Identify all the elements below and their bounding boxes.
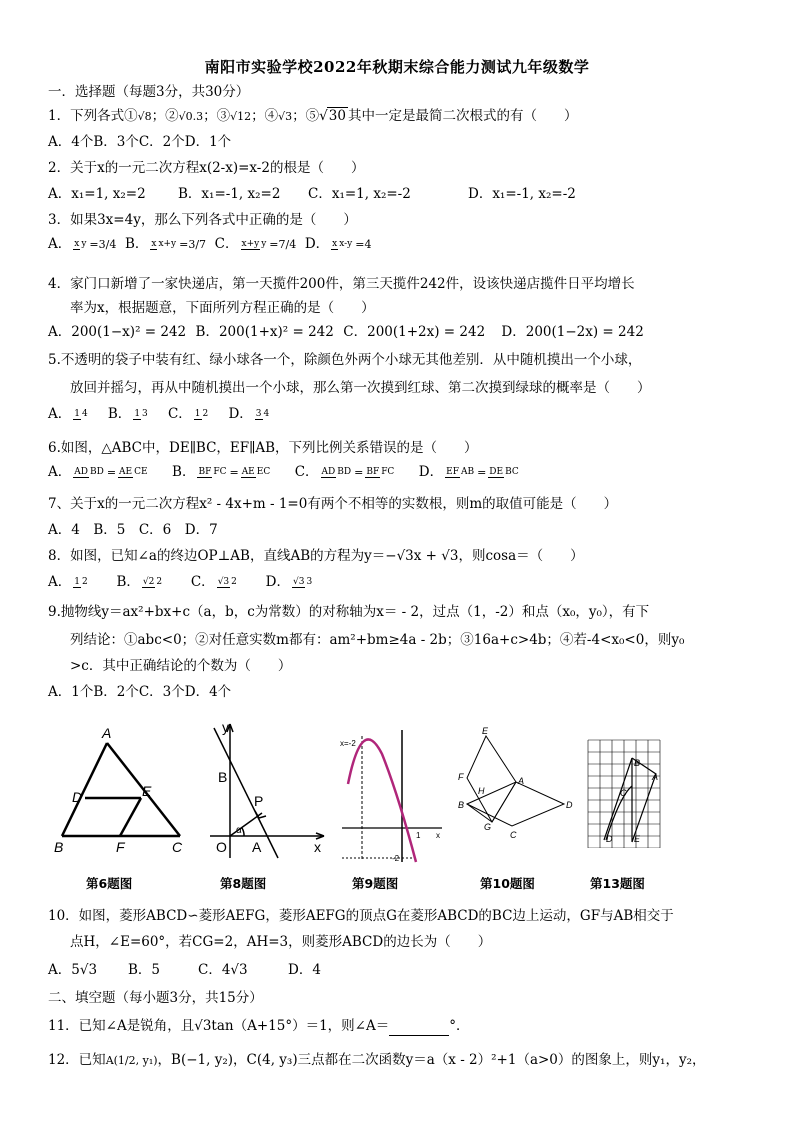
q3-value-d: =4 [355,238,372,251]
q1-text: 1．下列各式① [48,108,138,124]
q5-options [48,404,272,424]
q3-frac-b: x x+y [151,238,177,249]
q6-option-a: A． [48,464,72,480]
q4-eq-c: 200(1+2x) = 242 [367,324,486,340]
question-10-cont: 点H，∠E=60°，若CG=2，AH=3，则菱形ABCD的边长为（ ） [70,934,492,950]
q5-frac-a: 1 4 [74,408,88,419]
q1-radical-2: √0.3 [178,110,204,123]
q3-value-b: =3/7 [179,238,207,251]
q5-option-a: A． [48,406,72,422]
figure-13 [586,736,666,848]
fig8-label: α [236,825,242,836]
fig10-label: A [518,776,525,786]
fig13-label: D [606,834,613,844]
q1-text: ；③ [203,108,231,124]
fig8-label: y [222,719,229,735]
q6-option-c: C． [294,464,319,480]
fig10-label: C [510,830,517,840]
q3-option-d: D． [304,236,330,252]
q4-eq-a: 200(1−x)² = 242 [71,324,187,340]
section-heading: 二、填空题（每小题3分，共15分） [48,990,263,1006]
fig8-label: P [254,793,264,809]
figure-8 [200,718,330,863]
q4-eq-b: 200(1+x)² = 242 [218,324,334,340]
q6-option-d: D． [418,464,444,480]
fig6-label: D [72,789,83,805]
q1-radical-4: √3 [278,110,293,123]
figure-9 [338,724,448,864]
fig10-label: H [478,786,485,796]
q1-options: A．4个B．3个C．2个D．1个 [48,134,232,150]
fig9-label: x [436,831,440,840]
q2-option-a: A．x₁=1, x₂=2 [48,186,146,202]
q11-text: °． [449,1018,470,1034]
q7-options: A．4 B．5 C．6 D．7 [48,522,218,538]
q3-value-c: =7/4 [269,238,297,251]
q1-text: ；② [151,108,179,124]
q3-option-c: C． [214,236,239,252]
q8-option-d: D． [265,574,290,590]
figure-6 [50,718,190,858]
fig9-label: 1 [416,831,421,840]
question-10: 10．如图，菱形ABCD∽菱形AEFG，菱形AEFG的顶点G在菱形ABCD的BC边上运动，GF与AB相交于 [48,908,674,924]
q2-option-d: D．x₁=-1, x₂=-2 [468,186,576,202]
q3-options [48,234,371,255]
q8-options: A． 1 2 B． √2 2 C． √3 2 D． √3 3 [48,574,313,590]
question-4-cont: 率为x，根据题意，下面所列方程正确的是（ ） [70,300,375,316]
section-heading: 一．选择题（每题3分，共30分） [48,84,250,100]
q6-options: A． AD BD = AE CE B． BF FC = AE EC C． AD BD = BF FC D． EF AB = DE BC [48,464,519,480]
q12-end: ， [692,1052,706,1068]
fig13-label: A [652,772,659,782]
fig6-label: A [102,725,112,741]
question-8 [48,546,584,566]
q8-equation: −√3x + √3 [385,548,459,564]
fig10-label: B [458,800,465,810]
q5-frac-b: 1 3 [134,408,148,419]
q3-frac-c: x+y y [241,238,267,249]
q12-point-c: C(4, y₃) [246,1052,298,1068]
q4-option-d: D． [501,324,526,340]
question-3: 3．如果3x=4y，那么下列各式中正确的是（ ） [48,212,357,228]
fig6-label: E [142,783,152,799]
q5-frac-d: 3 4 [255,408,270,419]
q2-option-b: B．x₁=-1, x₂=2 [178,186,281,202]
q12-point-a: A(1/2, y₁) [105,1054,158,1067]
caption-fig10: 第10题图 [480,876,535,891]
fig9-label: -2 [392,854,400,863]
q5-option-b: B． [107,406,132,422]
caption-fig6: 第6题图 [86,876,133,891]
fig13-label: E [634,834,641,844]
question-5-cont: 放回并摇匀，再从中随机摸出一个小球，那么第一次摸到红球、第二次摸到绿球的概率是（ ） [70,380,651,396]
caption-fig8: 第8题图 [220,876,267,891]
q8-option-c: C． [190,574,215,590]
page-title: 南阳市实验学校2022年秋期末综合能力测试九年级数学 [204,58,590,76]
fig10-label: G [484,822,492,832]
fig6-label: F [116,839,125,855]
q5-option-d: D． [228,406,253,422]
q4-eq-d: 200(1−2x) = 242 [525,324,644,340]
q1-text: 其中一定是最简二次根式的有（ ） [347,108,578,124]
fig10-label: D [566,800,573,810]
q2-option-c: C．x₁=1, x₂=-2 [308,186,411,202]
fig13-label: B [634,758,641,768]
q12-text: 12．已知 [48,1052,106,1068]
fig8-label: A [252,839,262,855]
fig13-label: C [620,788,627,798]
q8-text: ，则cosa＝（ ） [458,548,584,564]
caption-fig13: 第13题图 [590,876,645,891]
q3-option-b: B． [124,236,149,252]
q3-option-a: A． [48,236,72,252]
q8-option-b: B． [116,574,140,590]
question-11 [48,1016,470,1036]
q8-text: 8．如图，已知∠a的终边OP⊥AB，直线AB的方程为y＝ [48,548,386,564]
fig8-label: B [218,769,228,785]
q1-radical-3: √12 [230,110,252,123]
question-6: 6.如图，△ABC中，DE∥BC，EF∥AB，下列比例关系错误的是（ ） [48,440,478,456]
question-2: 2．关于x的一元二次方程x(2-x)=x-2的根是（ ） [48,160,365,176]
question-12 [48,1050,706,1071]
q12-sep: ， [233,1052,247,1068]
question-1: 1．下列各式①√8；②√0.3；③√12；④√3；⑤√30 其中一定是最简二次根式的有（ ） [48,108,578,124]
q1-radical-5: 30 [328,108,346,124]
fig10-label: E [482,726,489,736]
q1-text: ；⑤ [292,108,320,124]
question-7: 7、关于x的一元二次方程x² - 4x+m - 1=0有两个不相等的实数根，则m的取值可能是（ ） [48,496,618,512]
q12-point-b: B(−1, y₂) [171,1052,234,1068]
q3-frac-d: x x-y [332,238,353,249]
q4-option-b: B． [195,324,219,340]
fig8-label: O [216,839,227,855]
q10-option-c: C．4√3 [198,962,248,978]
q4-option-a: A． [48,324,72,340]
fig6-label: B [54,839,64,855]
q11-text: 11．已知∠A是锐角，且√3tan（A+15°）＝1，则∠A＝ [48,1018,390,1034]
q11-answer-blank[interactable] [389,1021,449,1036]
q5-option-c: C． [167,406,192,422]
question-5: 5.不透明的袋子中装有红、绿小球各一个，除颜色外两个小球无其他差别．从中随机摸出一个小球， [48,352,642,368]
q12-y1: y₁ [652,1052,666,1068]
q1-radical-1: √8 [137,110,152,123]
q10-option-a: A．5√3 [48,962,98,978]
fig8-label: x [314,839,321,855]
fig9-label: x=-2 [340,739,356,748]
question-9-cont: 列结论：①abc<0；②对任意实数m都有：am²+bm≥4a - 2b；③16a+c>4b；④若-4<x₀<0，则y₀ [70,632,685,648]
q1-text: ；④ [251,108,279,124]
q3-frac-a: x y [74,238,87,249]
q8-option-a: A． [48,574,72,590]
caption-fig9: 第9题图 [352,876,399,891]
q12-sep: ， [157,1052,172,1068]
q6-option-b: B． [172,464,196,480]
q12-text: 三点都在二次函数y＝a（x - 2）²+1（a>0）的图象上，则 [297,1052,653,1068]
q10-option-b: B．5 [128,962,161,978]
q4-option-c: C． [343,324,368,340]
q10-option-d: D．4 [288,962,321,978]
question-9-cont2: >c．其中正确结论的个数为（ ） [70,658,292,674]
figure-10 [452,726,582,846]
q9-options: A．1个B．2个C．3个D．4个 [48,684,232,700]
q2-options [48,184,576,204]
q5-frac-c: 1 2 [194,408,209,419]
fig10-label: F [458,772,464,782]
question-9: 9.抛物线y＝ax²+bx+c（a，b，c为常数）的对称轴为x＝ - 2，过点（1，-2）和点（x₀，y₀），有下 [48,604,650,620]
q12-y2: y₂ [678,1052,692,1068]
q4-options [48,322,644,342]
question-4: 4．家门口新增了一家快递店，第一天揽件200件，第三天揽件242件，设该快递店揽件日平均增长 [48,276,635,292]
q3-value-a: =3/4 [89,238,117,251]
q10-options [48,960,321,980]
fig6-label: C [172,839,183,855]
q12-sep: ， [665,1052,679,1068]
